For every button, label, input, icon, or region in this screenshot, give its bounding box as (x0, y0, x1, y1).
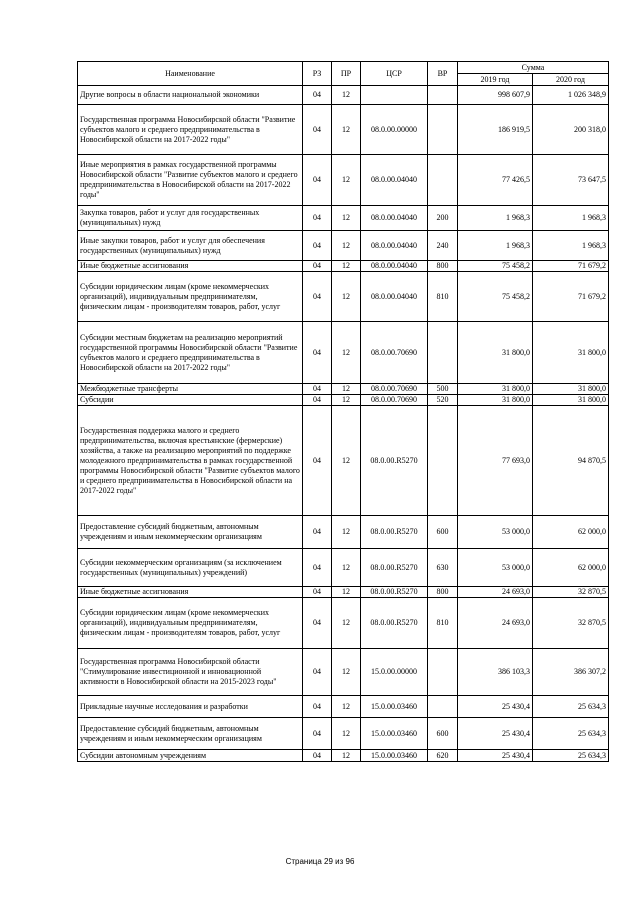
table-row (78, 516, 609, 549)
cell-name: Прикладные научные исследования и разработки (78, 696, 303, 718)
table-row (78, 261, 609, 272)
cell-csr: 15.0.00.03460 (361, 696, 428, 718)
cell-rz: 04 (303, 155, 332, 206)
cell-rz: 04 (303, 86, 332, 105)
cell-rz: 04 (303, 406, 332, 516)
cell-vr: 630 (428, 549, 458, 587)
cell-csr: 08.0.00.04040 (361, 206, 428, 231)
cell-vr: 620 (428, 750, 458, 762)
cell-vr (428, 696, 458, 718)
cell-vr (428, 105, 458, 155)
cell-csr: 08.0.00.04040 (361, 155, 428, 206)
budget-table (77, 61, 609, 762)
table-row (78, 206, 609, 231)
cell-y2019: 77 693,0 (458, 406, 533, 516)
cell-pr: 12 (332, 718, 361, 750)
cell-rz: 04 (303, 272, 332, 322)
cell-y2019: 53 000,0 (458, 516, 533, 549)
cell-pr: 12 (332, 86, 361, 105)
cell-name: Субсидии (78, 395, 303, 406)
cell-csr: 08.0.00.04040 (361, 231, 428, 261)
cell-y2019: 75 458,2 (458, 272, 533, 322)
table-row (78, 86, 609, 105)
table-row (78, 549, 609, 587)
cell-rz: 04 (303, 750, 332, 762)
cell-y2019: 75 458,2 (458, 261, 533, 272)
cell-y2019: 25 430,4 (458, 696, 533, 718)
cell-name: Субсидии автономным учреждениям (78, 750, 303, 762)
cell-vr: 810 (428, 272, 458, 322)
cell-rz: 04 (303, 322, 332, 384)
cell-rz: 04 (303, 231, 332, 261)
cell-pr: 12 (332, 322, 361, 384)
cell-name: Государственная программа Новосибирской области "Стимулирование инвестиционной и инновационной активности в Новосибирской области на 2015-2023 годы" (78, 649, 303, 696)
cell-csr: 08.0.00.70690 (361, 395, 428, 406)
table-row (78, 384, 609, 395)
cell-vr: 240 (428, 231, 458, 261)
cell-y2019: 31 800,0 (458, 395, 533, 406)
cell-name: Субсидии юридическим лицам (кроме некоммерческих организаций), индивидуальным предпринимателям, физическим лицам - производителям товаров, работ, услуг (78, 598, 303, 649)
cell-pr: 12 (332, 395, 361, 406)
header-rz: РЗ (303, 62, 332, 86)
cell-pr: 12 (332, 516, 361, 549)
cell-csr: 08.0.00.R5270 (361, 516, 428, 549)
header-sum: Сумма (458, 62, 609, 74)
cell-rz: 04 (303, 587, 332, 598)
table-row (78, 649, 609, 696)
cell-csr: 15.0.00.03460 (361, 750, 428, 762)
table-body (78, 86, 609, 762)
cell-csr: 08.0.00.00000 (361, 105, 428, 155)
cell-y2020: 200 318,0 (533, 105, 609, 155)
cell-y2019: 77 426,5 (458, 155, 533, 206)
cell-y2019: 24 693,0 (458, 587, 533, 598)
cell-y2020: 94 870,5 (533, 406, 609, 516)
table-row (78, 750, 609, 762)
cell-csr: 15.0.00.00000 (361, 649, 428, 696)
cell-name: Межбюджетные трансферты (78, 384, 303, 395)
cell-rz: 04 (303, 598, 332, 649)
cell-csr: 08.0.00.R5270 (361, 406, 428, 516)
cell-y2019: 25 430,4 (458, 750, 533, 762)
cell-vr: 600 (428, 718, 458, 750)
cell-y2019: 25 430,4 (458, 718, 533, 750)
cell-name: Субсидии местным бюджетам на реализацию мероприятий государственной программы Новосибирской области "Развитие субъектов малого и среднего предпринимательства в Новосибирской области на 2017-2022 годы" (78, 322, 303, 384)
cell-name: Государственная поддержка малого и среднего предпринимательства, включая крестьянские (фермерские) хозяйства, а также на реализацию мероприятий по поддержке молодежного предпринимательства в рамках государственной программы Новосибирской области "Развитие субъектов малого и среднего предпринимательства в Новосибирской области на 2017-2022 годы" (78, 406, 303, 516)
cell-y2019: 31 800,0 (458, 384, 533, 395)
table-row (78, 155, 609, 206)
cell-y2020: 73 647,5 (533, 155, 609, 206)
cell-vr (428, 86, 458, 105)
cell-csr (361, 86, 428, 105)
cell-y2020: 31 800,0 (533, 395, 609, 406)
cell-vr (428, 322, 458, 384)
cell-y2020: 62 000,0 (533, 516, 609, 549)
table-row (78, 598, 609, 649)
cell-rz: 04 (303, 395, 332, 406)
cell-pr: 12 (332, 384, 361, 395)
cell-y2020: 31 800,0 (533, 322, 609, 384)
cell-name: Другие вопросы в области национальной экономики (78, 86, 303, 105)
cell-y2020: 25 634,3 (533, 696, 609, 718)
table-row (78, 696, 609, 718)
cell-vr: 600 (428, 516, 458, 549)
cell-name: Иные бюджетные ассигнования (78, 261, 303, 272)
cell-rz: 04 (303, 549, 332, 587)
cell-rz: 04 (303, 696, 332, 718)
table-row (78, 406, 609, 516)
cell-pr: 12 (332, 261, 361, 272)
cell-name: Субсидии юридическим лицам (кроме некоммерческих организаций), индивидуальным предпринимателям, физическим лицам - производителям товаров, работ, услуг (78, 272, 303, 322)
cell-y2020: 1 968,3 (533, 231, 609, 261)
cell-pr: 12 (332, 598, 361, 649)
table-row (78, 322, 609, 384)
cell-name: Закупка товаров, работ и услуг для государственных (муниципальных) нужд (78, 206, 303, 231)
cell-csr: 08.0.00.70690 (361, 384, 428, 395)
cell-rz: 04 (303, 206, 332, 231)
table-row (78, 395, 609, 406)
cell-csr: 08.0.00.R5270 (361, 549, 428, 587)
cell-csr: 08.0.00.04040 (361, 261, 428, 272)
header-2019: 2019 год (458, 74, 533, 86)
cell-pr: 12 (332, 272, 361, 322)
cell-pr: 12 (332, 649, 361, 696)
cell-y2020: 62 000,0 (533, 549, 609, 587)
cell-pr: 12 (332, 696, 361, 718)
cell-pr: 12 (332, 587, 361, 598)
cell-rz: 04 (303, 649, 332, 696)
table-row (78, 105, 609, 155)
cell-name: Иные закупки товаров, работ и услуг для обеспечения государственных (муниципальных) нужд (78, 231, 303, 261)
cell-y2020: 31 800,0 (533, 384, 609, 395)
cell-pr: 12 (332, 549, 361, 587)
cell-vr (428, 406, 458, 516)
cell-vr: 800 (428, 261, 458, 272)
cell-y2020: 1 968,3 (533, 206, 609, 231)
cell-vr: 810 (428, 598, 458, 649)
cell-y2020: 25 634,3 (533, 718, 609, 750)
cell-csr: 08.0.00.R5270 (361, 598, 428, 649)
page-number: Страница 29 из 96 (285, 857, 355, 866)
header-name: Наименование (78, 62, 303, 86)
cell-pr: 12 (332, 231, 361, 261)
cell-rz: 04 (303, 384, 332, 395)
cell-csr: 08.0.00.R5270 (361, 587, 428, 598)
cell-y2019: 1 968,3 (458, 231, 533, 261)
cell-pr: 12 (332, 750, 361, 762)
cell-vr: 800 (428, 587, 458, 598)
table-row (78, 272, 609, 322)
cell-name: Государственная программа Новосибирской области "Развитие субъектов малого и среднего предпринимательства в Новосибирской области на 2017-2022 годы" (78, 105, 303, 155)
header-vr: ВР (428, 62, 458, 86)
cell-y2019: 998 607,9 (458, 86, 533, 105)
cell-rz: 04 (303, 105, 332, 155)
cell-pr: 12 (332, 155, 361, 206)
cell-name: Иные бюджетные ассигнования (78, 587, 303, 598)
cell-vr (428, 649, 458, 696)
cell-pr: 12 (332, 406, 361, 516)
cell-pr: 12 (332, 105, 361, 155)
cell-rz: 04 (303, 261, 332, 272)
cell-y2019: 31 800,0 (458, 322, 533, 384)
cell-y2020: 32 870,5 (533, 587, 609, 598)
cell-y2020: 25 634,3 (533, 750, 609, 762)
cell-csr: 08.0.00.04040 (361, 272, 428, 322)
cell-name: Предоставление субсидий бюджетным, автономным учреждениям и иным некоммерческим организациям (78, 516, 303, 549)
cell-pr: 12 (332, 206, 361, 231)
cell-y2019: 186 919,5 (458, 105, 533, 155)
header-csr: ЦСР (361, 62, 428, 86)
cell-y2020: 386 307,2 (533, 649, 609, 696)
table-row (78, 231, 609, 261)
cell-csr: 08.0.00.70690 (361, 322, 428, 384)
cell-y2020: 1 026 348,9 (533, 86, 609, 105)
cell-vr: 520 (428, 395, 458, 406)
cell-rz: 04 (303, 718, 332, 750)
header-pr: ПР (332, 62, 361, 86)
cell-name: Предоставление субсидий бюджетным, автономным учреждениям и иным некоммерческим организациям (78, 718, 303, 750)
cell-y2019: 386 103,3 (458, 649, 533, 696)
cell-y2019: 53 000,0 (458, 549, 533, 587)
cell-y2019: 1 968,3 (458, 206, 533, 231)
cell-vr: 500 (428, 384, 458, 395)
cell-name: Иные мероприятия в рамках государственной программы Новосибирской области "Развитие субъектов малого и среднего предпринимательства в Новосибирской области на 2017-2022 годы" (78, 155, 303, 206)
cell-y2020: 32 870,5 (533, 598, 609, 649)
cell-vr (428, 155, 458, 206)
header-2020: 2020 год (533, 74, 609, 86)
cell-vr: 200 (428, 206, 458, 231)
cell-y2020: 71 679,2 (533, 261, 609, 272)
cell-y2020: 71 679,2 (533, 272, 609, 322)
cell-csr: 15.0.00.03460 (361, 718, 428, 750)
cell-name: Субсидии некоммерческим организациям (за исключением государственных (муниципальных) учреждений) (78, 549, 303, 587)
cell-rz: 04 (303, 516, 332, 549)
table-row (78, 587, 609, 598)
table-row (78, 718, 609, 750)
cell-y2019: 24 693,0 (458, 598, 533, 649)
